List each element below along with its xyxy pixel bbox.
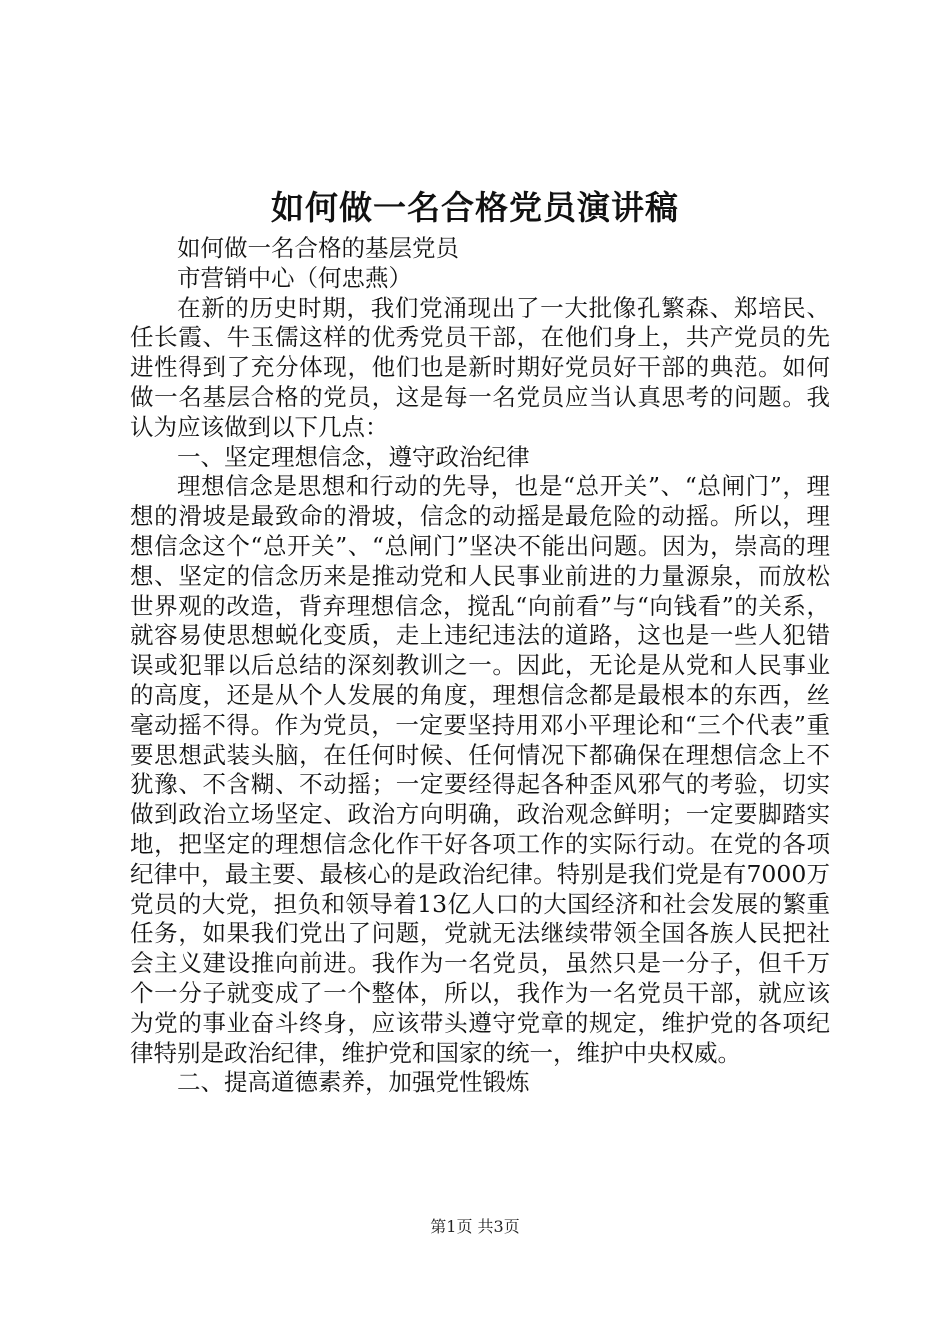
section-body-1: 理想信念是思想和行动的先导，也是“总开关”、“总闸门”，理想的滑坡是最致命的滑坡，信念的动摇是最危险的动摇。所以，理想信念这个“总开关”、“总闸门”坚决不能出问题。因为，崇高的理想、坚定的信念历来是推动党和人民事业前进的力量源泉，而放松世界观的改造，背弃理想信念，搅乱“向前看”与“向钱看”的关系，就容易使思想蜕化变质，走上违纪违法的道路，这也是一些人犯错误或犯罪以后总结的深刻教训之一。因此，无论是从党和人民事业的高度，还是从个人发展的角度，理想信念都是最根本的东西，丝毫动摇不得。作为党员，一定要坚持用邓小平理论和“三个代表”重要思想武装头脑，在任何时候、任何情况下都确保在理想信念上不犹豫、不含糊、不动摇；一定要经得起各种歪风邪气的考验，切实做到政治立场坚定、政治方向明确，政治观念鲜明；一定要脚踏实地，把坚定的理想信念化作干好各项工作的实际行动。在党的各项纪律中，最主要、最核心的是政治纪律。特别是我们党是有7000万党员的大党，担负和领导着13亿人口的大国经济和社会发展的繁重任务，如果我们党出了问题，党就无法继续带领全国各族人民把社会主义建设推向前进。我作为一名党员，虽然只是一分子，但千万个一分子就变成了一个整体，所以，我作为一名党员干部，就应该为党的事业奋斗终身，应该带头遵守党章的规定，维护党的各项纪律特别是政治纪律，维护党和国家的统一，维护中央权威。 [130, 472, 830, 1067]
subtitle-paragraph: 如何做一名合格的基层党员 [177, 234, 459, 262]
section-heading-1: 一、坚定理想信念，遵守政治纪律 [177, 442, 530, 471]
section-heading-2: 二、提高道德素养，加强党性锻炼 [177, 1068, 530, 1097]
author-paragraph: 市营销中心（何忠燕） [177, 263, 412, 292]
document-body [130, 234, 830, 1098]
page-number-footer: 第1页 共3页 [430, 1217, 520, 1236]
document-title: 如何做一名合格党员演讲稿 [271, 188, 679, 227]
intro-paragraph: 在新的历史时期，我们党涌现出了一大批像孔繁森、郑培民、任长霞、牛玉儒这样的优秀党员干部，在他们身上，共产党员的先进性得到了充分体现，他们也是新时期好党员好干部的典范。如何做一名基层合格的党员，这是每一名党员应当认真思考的问题。我认为应该做到以下几点： [130, 293, 830, 441]
